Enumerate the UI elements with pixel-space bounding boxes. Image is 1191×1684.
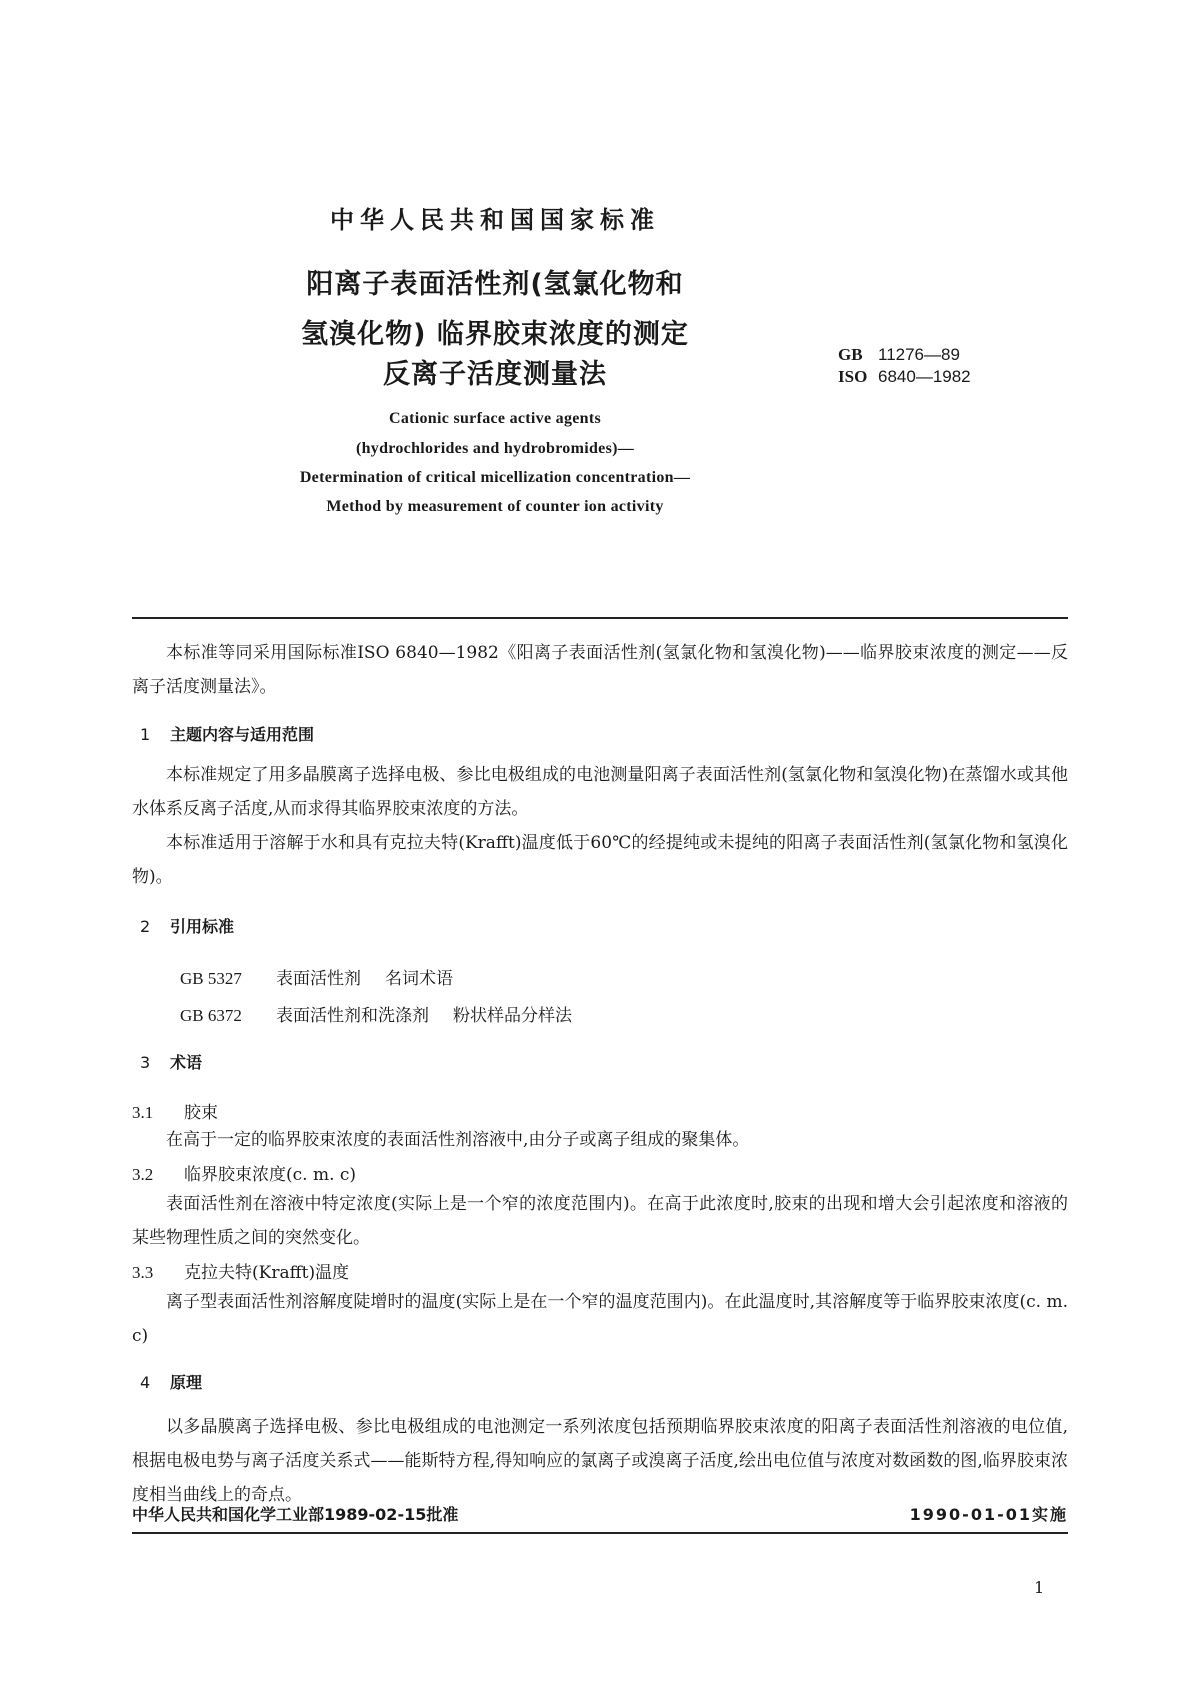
english-title-line-1: Cationic surface active agents — [388, 410, 602, 427]
effective-date: 1990-01-01实施 — [909, 1505, 1068, 1524]
reference-title: 表面活性剂 — [276, 969, 361, 989]
section-3-title: 术语 — [170, 1053, 203, 1072]
term-definition: 离子型表面活性剂溶解度陡增时的温度(实际上是在一个窄的温度范围内)。在此温度时,其溶解度等于临界胶束浓度(c. m. c) — [132, 1292, 1068, 1346]
term-definition: 在高于一定的临界胶束浓度的表面活性剂溶液中,由分子或离子组成的聚集体。 — [166, 1130, 750, 1150]
section-3-heading — [140, 1050, 202, 1073]
section-1-title: 主题内容与适用范围 — [170, 725, 315, 744]
gb-code — [838, 344, 971, 366]
reference-item — [180, 1001, 572, 1026]
title-line-3: 反离子活度测量法 — [383, 359, 607, 390]
title-line-2: 氢溴化物) 临界胶束浓度的测定 — [301, 319, 689, 350]
intro-paragraph — [132, 636, 1068, 704]
reference-title: 表面活性剂和洗涤剂 — [276, 1006, 429, 1026]
standard-codes — [838, 344, 971, 388]
term-title: 临界胶束浓度(c. m. c) — [184, 1165, 357, 1185]
page-number: 1 — [1034, 1578, 1045, 1597]
reference-code: GB 5327 — [180, 969, 242, 988]
term-3-3-heading — [132, 1258, 349, 1283]
section-1-number: 1 — [140, 725, 151, 744]
section-4-paragraph-1: 以多晶膜离子选择电极、参比电极组成的电池测定一系列浓度包括预期临界胶束浓度的阳离子表面活性剂溶液的电位值,根据电极电势与离子活度关系式——能斯特方程,得知响应的氯离子或溴离子活度,绘出电位值与浓度对数函数的图,临界胶束浓度相当曲线上的奇点。 — [132, 1417, 1068, 1505]
intro-text: 本标准等同采用国际标准ISO 6840—1982《阳离子表面活性剂(氢氯化物和氢溴化物)——临界胶束浓度的测定——反离子活度测量法》。 — [132, 643, 1068, 697]
section-1-paragraph-1: 本标准规定了用多晶膜离子选择电极、参比电极组成的电池测量阳离子表面活性剂(氢氯化物和氢溴化物)在蒸馏水或其他水体系反离子活度,从而求得其临界胶束浓度的方法。 — [132, 765, 1068, 819]
term-3-1-heading — [132, 1098, 218, 1123]
term-title: 胶束 — [184, 1103, 218, 1123]
section-1-heading — [140, 722, 314, 745]
national-standard-header: 中华人民共和国国家标准 — [330, 206, 660, 234]
term-number: 3.2 — [132, 1165, 154, 1184]
term-title: 克拉夫特(Krafft)温度 — [184, 1263, 350, 1283]
term-definition: 表面活性剂在溶液中特定浓度(实际上是一个窄的浓度范围内)。在高于此浓度时,胶束的出现和增大会引起浓度和溶液的某些物理性质之间的突然变化。 — [132, 1194, 1068, 1248]
gb-number: 11276—89 — [878, 345, 960, 364]
term-3-1-body — [132, 1123, 1068, 1157]
reference-item — [180, 964, 453, 989]
term-number: 3.3 — [132, 1263, 154, 1282]
iso-label: ISO — [838, 367, 868, 386]
term-3-3-body — [132, 1285, 1068, 1353]
iso-code — [838, 366, 971, 388]
section-4-number: 4 — [140, 1373, 151, 1392]
section-2-heading — [140, 914, 234, 937]
footer-rule — [132, 1532, 1068, 1534]
section-1-body — [132, 758, 1068, 894]
term-number: 3.1 — [132, 1103, 154, 1122]
section-2-title: 引用标准 — [170, 917, 235, 936]
header-rule — [132, 617, 1068, 619]
english-title-line-4: Method by measurement of counter ion activity — [326, 498, 664, 515]
reference-code: GB 6372 — [180, 1006, 242, 1025]
term-3-2-heading — [132, 1160, 356, 1185]
english-title-line-3: Determination of critical micellization concentration— — [299, 469, 691, 486]
section-2-number: 2 — [140, 917, 151, 936]
section-1-paragraph-2: 本标准适用于溶解于水和具有克拉夫特(Krafft)温度低于60℃的经提纯或未提纯的阳离子表面活性剂(氢氯化物和氢溴化物)。 — [132, 833, 1068, 887]
section-4-title: 原理 — [170, 1373, 203, 1392]
section-3-number: 3 — [140, 1053, 151, 1072]
iso-number: 6840—1982 — [878, 367, 971, 386]
gb-label: GB — [838, 345, 863, 364]
approval-line: 中华人民共和国化学工业部1989-02-15批准 — [132, 1505, 459, 1524]
section-4-heading — [140, 1370, 202, 1393]
reference-subtitle: 名词术语 — [385, 969, 453, 989]
title-line-1: 阳离子表面活性剂(氢氯化物和 — [306, 269, 684, 300]
term-3-2-body — [132, 1187, 1068, 1255]
section-4-body — [132, 1410, 1068, 1512]
reference-subtitle: 粉状样品分样法 — [453, 1006, 572, 1026]
english-title-line-2: (hydrochlorides and hydrobromides)— — [355, 440, 635, 457]
